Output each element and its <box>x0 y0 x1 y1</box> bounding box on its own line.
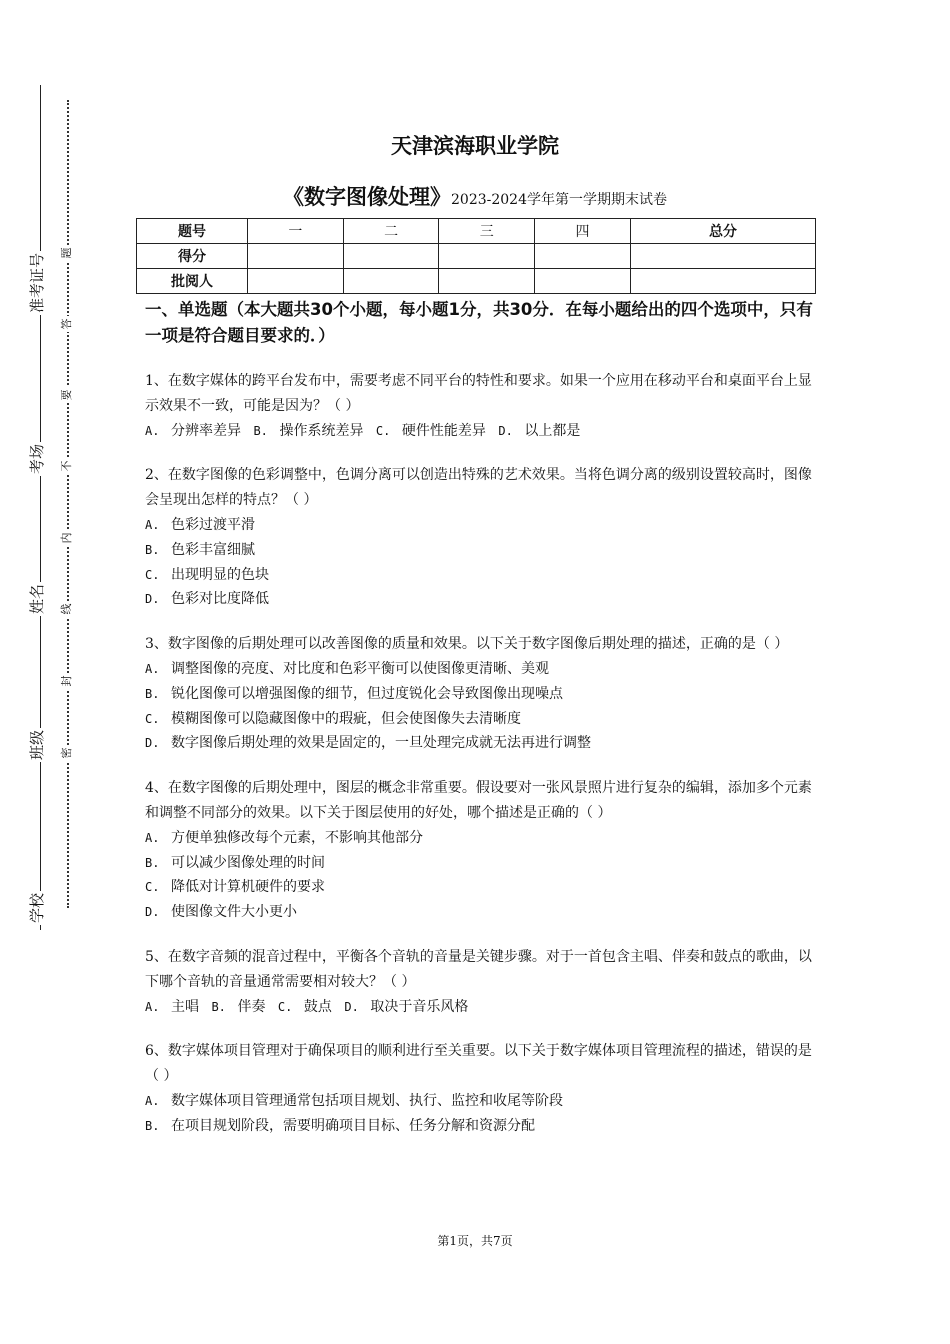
option-row <box>145 707 813 732</box>
seal-char: 题 <box>59 245 75 261</box>
question-stem: 4、在数字图像的后期处理中，图层的概念非常重要。假设要对一张风景照片进行复杂的编辑，添加多个元素和调整不同部分的效果。以下关于图层使用的好处，哪个描述是正确的（ ） <box>145 780 812 821</box>
option-row <box>145 513 813 538</box>
option-row <box>145 682 813 707</box>
grader-cell[interactable] <box>248 269 344 294</box>
score-table-row <box>137 244 816 269</box>
option-text: 分辨率差异 <box>171 422 241 439</box>
score-table <box>136 218 816 294</box>
question-stem: 2、在数字图像的色彩调整中，色调分离可以创造出特殊的艺术效果。当将色调分离的级别设置较高时，图像会呈现出怎样的特点？（ ） <box>145 467 812 509</box>
grader-cell[interactable] <box>630 269 815 294</box>
option-row <box>145 1089 813 1114</box>
option-text: 出现明显的色块 <box>171 566 269 583</box>
option-text: 可以减少图像处理的时间 <box>171 854 325 871</box>
option-text: 色彩过渡平滑 <box>171 516 255 533</box>
option-letter: C. <box>145 567 160 582</box>
option-letter: D. <box>145 736 160 751</box>
option-letter: A. <box>145 423 160 438</box>
option-text: 伴奏 <box>237 998 266 1015</box>
score-table-header: 题号 <box>137 219 248 244</box>
option-letter: C. <box>145 880 160 895</box>
school-name: 天津滨海职业学院 <box>391 134 559 158</box>
option-letter: A. <box>145 999 160 1014</box>
option-letter: B. <box>145 542 160 557</box>
option-text: 色彩丰富细腻 <box>171 541 255 558</box>
option-letter: B. <box>145 686 160 701</box>
exam-title <box>0 181 950 211</box>
question-stem: 6、数字媒体项目管理对于确保项目的顺利进行至关重要。以下关于数字媒体项目管理流程的描述，错误的是（ ） <box>145 1043 812 1085</box>
option-text: 在项目规划阶段，需要明确项目目标、任务分解和资源分配 <box>171 1117 535 1134</box>
score-table-header: 总分 <box>630 219 815 244</box>
option-letter: C. <box>277 999 293 1014</box>
option-text: 取决于音乐风格 <box>370 998 469 1015</box>
option-text: 调整图像的亮度、对比度和色彩平衡可以使图像更清晰、美观 <box>171 660 549 677</box>
field-label-class: 班级 <box>27 730 46 761</box>
option-row <box>145 1114 813 1139</box>
option-row <box>145 900 813 925</box>
option-row <box>145 657 813 682</box>
field-label-school: 学校 <box>27 893 46 924</box>
score-table-row <box>137 269 816 294</box>
grader-cell[interactable] <box>535 269 631 294</box>
option-row <box>145 851 813 876</box>
option-row <box>145 731 813 756</box>
question-2 <box>145 463 813 612</box>
seal-char: 要 <box>59 387 75 403</box>
question-1 <box>145 369 813 443</box>
option-text: 使图像文件大小更小 <box>171 904 297 921</box>
option-text: 数字图像后期处理的效果是固定的，一旦处理完成就无法再进行调整 <box>171 735 591 752</box>
score-cell[interactable] <box>439 244 535 269</box>
seal-char: 封 <box>59 673 75 689</box>
option-text: 数字媒体项目管理通常包括项目规划、执行、监控和收尾等阶段 <box>171 1092 563 1109</box>
page-footer: 第1页，共7页 <box>437 1234 513 1248</box>
grader-cell[interactable] <box>439 269 535 294</box>
option-letter: A. <box>145 661 160 676</box>
exam-content <box>145 297 813 1139</box>
question-3 <box>145 632 813 756</box>
score-cell[interactable] <box>535 244 631 269</box>
question-options <box>145 419 813 444</box>
option-letter: B. <box>211 999 226 1014</box>
option-text: 主唱 <box>171 998 199 1015</box>
term-label: 2023-2024学年第一学期期末试卷 <box>451 192 667 208</box>
option-letter: D. <box>344 999 359 1014</box>
option-letter: D. <box>145 905 160 920</box>
option-text: 锐化图像可以增强图像的细节，但过度锐化会导致图像出现噪点 <box>171 685 563 702</box>
option-text: 以上都是 <box>524 422 581 439</box>
question-options <box>145 995 813 1020</box>
field-label-name: 姓名 <box>27 584 46 615</box>
seal-char: 内 <box>59 530 75 546</box>
option-text: 鼓点 <box>303 998 332 1015</box>
seal-char: 线 <box>59 601 75 617</box>
score-row-label: 得分 <box>137 244 248 269</box>
option-row <box>145 875 813 900</box>
question-stem: 1、在数字媒体的跨平台发布中，需要考虑不同平台的特性和要求。如果一个应用在移动平台和桌面平台上显示效果不一致，可能是因为？（ ） <box>145 373 812 414</box>
option-text: 色彩对比度降低 <box>171 591 269 608</box>
score-cell[interactable] <box>630 244 815 269</box>
question-stem: 3、数字图像的后期处理可以改善图像的质量和效果。以下关于数字图像后期处理的描述，正确的是（ ） <box>145 636 789 653</box>
option-letter: A. <box>145 830 160 845</box>
question-stem: 5、在数字音频的混音过程中，平衡各个音轨的音量是关键步骤。对于一首包含主唱、伴奏和鼓点的歌曲，以下哪个音轨的音量通常需要相对较大？（ ） <box>145 948 812 990</box>
option-letter: A. <box>145 517 160 532</box>
score-table-header-row <box>137 219 816 244</box>
option-row <box>145 563 813 588</box>
option-row <box>145 538 813 563</box>
option-letter: B. <box>145 855 160 870</box>
field-label-exam-number: 准考证号 <box>27 252 46 313</box>
question-4 <box>145 776 813 925</box>
section-heading: 一、单选题（本大题共30个小题，每小题1分，共30分．在每小题给出的四个选项中，只有一项是符合题目要求的．） <box>145 300 813 345</box>
option-text: 模糊图像可以隐藏图像中的瑕疵，但会使图像失去清晰度 <box>171 710 521 727</box>
question-5 <box>145 945 813 1019</box>
score-cell[interactable] <box>248 244 344 269</box>
option-letter: C. <box>145 711 160 726</box>
option-text: 降低对计算机硬件的要求 <box>171 879 325 896</box>
option-letter: B. <box>145 1118 160 1133</box>
question-6 <box>145 1039 813 1138</box>
option-text: 操作系统差异 <box>279 422 364 439</box>
score-table-header: 四 <box>535 219 631 244</box>
score-table-header: 一 <box>248 219 344 244</box>
option-letter: A. <box>145 1093 160 1108</box>
seal-char: 答 <box>59 316 75 332</box>
field-label-exam-room: 考场 <box>27 444 46 475</box>
grader-cell[interactable] <box>343 269 439 294</box>
option-row <box>145 587 813 612</box>
option-letter: D. <box>145 592 160 607</box>
seal-dotted-line <box>67 100 69 908</box>
score-table-header: 二 <box>343 219 439 244</box>
option-text: 硬件性能差异 <box>401 422 486 439</box>
score-table-header: 三 <box>439 219 535 244</box>
option-letter: B. <box>253 423 268 438</box>
score-cell[interactable] <box>343 244 439 269</box>
score-row-label: 批阅人 <box>137 269 248 294</box>
option-letter: C. <box>375 423 391 438</box>
course-title: 《数字图像处理》 <box>283 185 451 209</box>
option-row <box>145 826 813 851</box>
option-text: 方便单独修改每个元素，不影响其他部分 <box>171 829 423 846</box>
seal-char: 不 <box>59 458 75 474</box>
seal-char: 密 <box>59 745 75 761</box>
binding-solid-line <box>40 85 41 930</box>
option-letter: D. <box>498 423 513 438</box>
